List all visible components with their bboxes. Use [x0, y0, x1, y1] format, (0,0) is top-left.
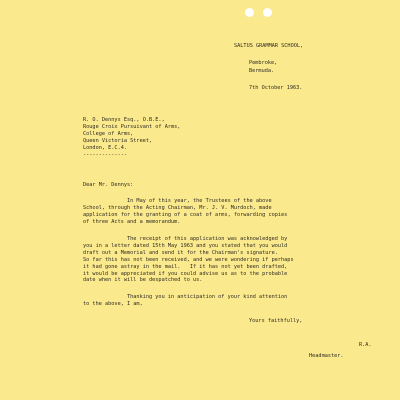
- paragraph-line: application for the granting of a coat of arms, forwarding copies: [83, 211, 288, 218]
- paragraph-line: School, through the Acting Chairman, Mr. J. V. Murdoch, made: [83, 204, 272, 211]
- paragraph-line: draft out a Memorial and send it for the Chairman's signature.: [83, 249, 278, 256]
- paragraph-thanks: [83, 294, 383, 308]
- recipient-line: R. O. Dennys Esq., O.B.E.,: [83, 117, 165, 123]
- punch-hole-left: [245, 8, 254, 17]
- paragraph-line: it had gone astray in the mail. If it has not yet been drafted,: [83, 263, 288, 270]
- paragraph-line: In May of this year, the Trustees of the above: [83, 198, 272, 204]
- paragraph-line: Thanking you in anticipation of your kind attention: [83, 294, 288, 300]
- paragraph-line: date when it will be despatched to us.: [83, 277, 203, 284]
- paragraph-line: of three Acts and a memorandum.: [83, 218, 181, 225]
- paragraph-application: [83, 198, 383, 226]
- recipient-address: [83, 117, 180, 158]
- sender-country: Bermuda.: [249, 68, 275, 74]
- salutation: Dear Mr. Dennys:: [83, 182, 134, 188]
- paragraph-acknowledgement: [83, 236, 383, 284]
- letter-date: 7th October 1963.: [249, 85, 303, 91]
- signature-initials: R.A.: [359, 342, 372, 348]
- recipient-line: Rouge Croix Pursuivant of Arms,: [83, 123, 181, 130]
- paragraph-line: to the above, I am,: [83, 300, 143, 307]
- punch-hole-right: [263, 8, 272, 17]
- sender-school-name: SALTUS GRAMMAR SCHOOL,: [234, 43, 304, 49]
- recipient-underline: --------------: [83, 151, 128, 158]
- recipient-line: College of Arms,: [83, 130, 134, 137]
- paragraph-line: So far this has not been received, and we were wondering if perhaps: [83, 256, 294, 263]
- recipient-line: London, E.C.4.: [83, 144, 128, 151]
- recipient-line: Queen Victoria Street,: [83, 137, 153, 144]
- paragraph-line: The receipt of this application was acknowledged by: [83, 236, 288, 242]
- sender-town: Pembroke,: [249, 60, 278, 66]
- paragraph-line: it would be appreciated if you could advise us as to the probable: [83, 270, 288, 277]
- signature-title: Headmaster.: [309, 353, 344, 359]
- closing: Yours faithfully,: [249, 318, 303, 324]
- paragraph-line: you in a letter dated 15th May 1963 and you stated that you would: [83, 242, 288, 249]
